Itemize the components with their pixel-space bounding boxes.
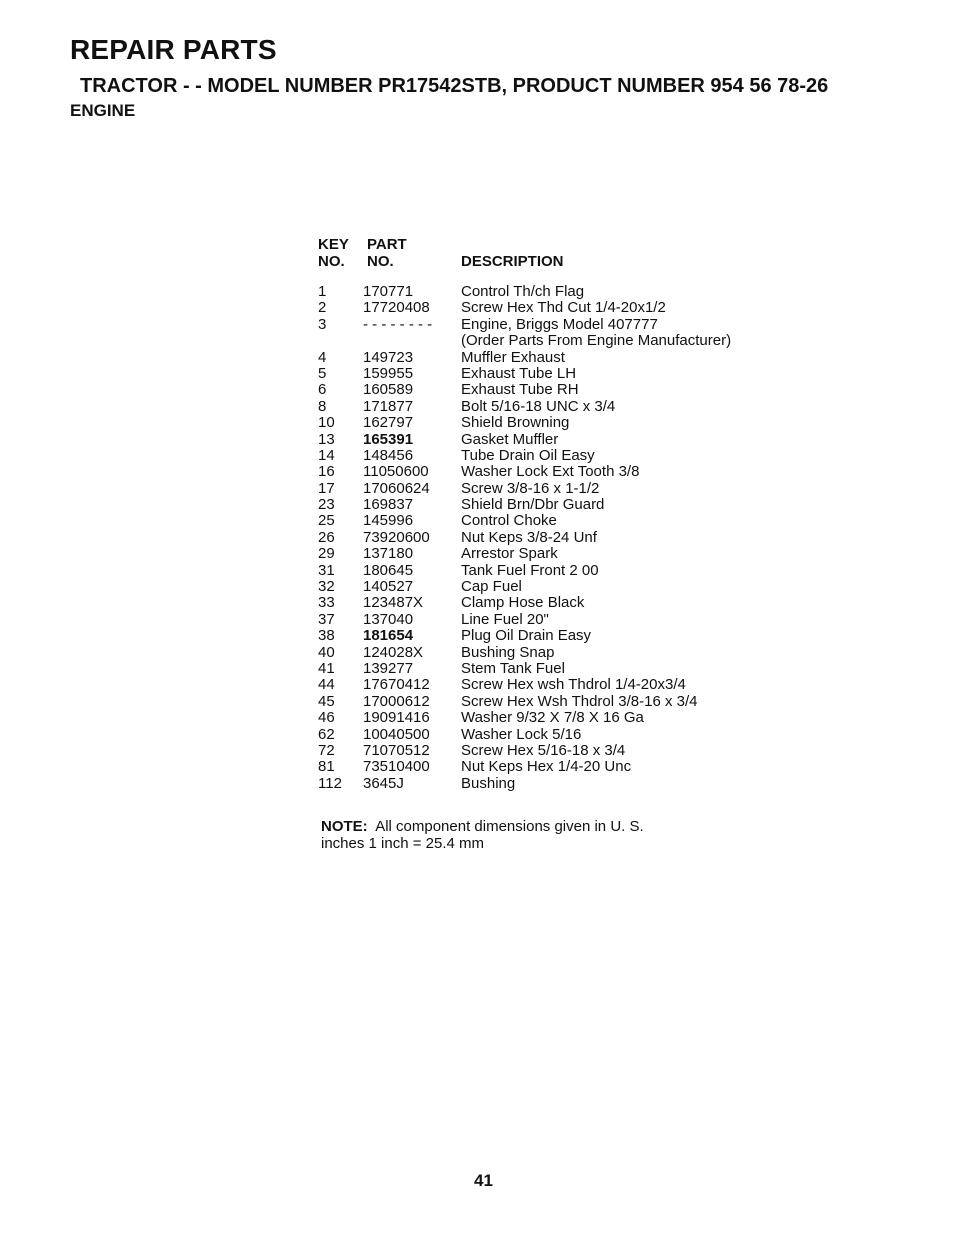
part-cell: 124028X bbox=[363, 643, 424, 661]
description-cell: Gasket Muffler bbox=[461, 430, 559, 448]
page-title: REPAIR PARTS bbox=[70, 34, 277, 65]
key-cell: 13 bbox=[318, 430, 335, 448]
key-cell: 29 bbox=[318, 545, 335, 563]
part-cell: 19091416 bbox=[363, 709, 430, 727]
key-cell: 25 bbox=[318, 512, 335, 530]
description-cell: Plug Oil Drain Easy bbox=[461, 627, 592, 645]
part-cell: 73920600 bbox=[363, 528, 430, 546]
description-cell: Bushing bbox=[461, 774, 516, 792]
header-key: KEY bbox=[318, 236, 349, 253]
description-cell: (Order Parts From Engine Manufacturer) bbox=[461, 332, 732, 350]
key-cell: 3 bbox=[318, 315, 327, 333]
part-cell: 162797 bbox=[363, 414, 414, 432]
header-description: DESCRIPTION bbox=[461, 253, 564, 270]
section-title: ENGINE bbox=[70, 101, 136, 120]
part-cell: 180645 bbox=[363, 561, 414, 579]
description-cell: Nut Keps 3/8-24 Unf bbox=[461, 528, 597, 546]
key-cell: 46 bbox=[318, 709, 335, 727]
model-subtitle: TRACTOR - - MODEL NUMBER PR17542STB, PRODUCT NUMBER 954 56 78-26 bbox=[80, 75, 829, 97]
part-cell: 181654 bbox=[363, 627, 414, 645]
part-cell: 17670412 bbox=[363, 676, 430, 694]
key-cell: 32 bbox=[318, 578, 335, 596]
key-cell: 72 bbox=[318, 741, 335, 759]
description-cell: Line Fuel 20" bbox=[461, 610, 549, 628]
description-cell: Nut Keps Hex 1/4-20 Unc bbox=[461, 758, 632, 776]
header-part-no: NO. bbox=[367, 253, 394, 270]
part-cell: 145996 bbox=[363, 512, 414, 530]
part-cell: 169837 bbox=[363, 496, 414, 514]
key-cell: 40 bbox=[318, 643, 335, 661]
part-cell: 17720408 bbox=[363, 299, 430, 317]
description-cell: Exhaust Tube RH bbox=[461, 381, 579, 399]
key-cell: 8 bbox=[318, 397, 327, 415]
part-cell: - - - - - - - - bbox=[363, 315, 433, 333]
description-cell: Shield Brn/Dbr Guard bbox=[461, 496, 605, 514]
key-cell: 62 bbox=[318, 725, 335, 743]
page-number: 41 bbox=[474, 1171, 493, 1190]
description-cell: Control Choke bbox=[461, 512, 557, 530]
header-part: PART bbox=[367, 236, 407, 253]
description-cell: Washer 9/32 X 7/8 X 16 Ga bbox=[461, 709, 644, 727]
part-cell: 137040 bbox=[363, 610, 414, 628]
description-cell: Engine, Briggs Model 407777 bbox=[461, 315, 658, 333]
description-cell: Tube Drain Oil Easy bbox=[461, 446, 595, 464]
part-cell: 139277 bbox=[363, 659, 414, 677]
note-line2: inches 1 inch = 25.4 mm bbox=[321, 835, 485, 852]
part-cell: 148456 bbox=[363, 446, 414, 464]
key-cell: 4 bbox=[318, 348, 327, 366]
description-cell: Cap Fuel bbox=[461, 578, 522, 596]
key-cell: 1 bbox=[318, 283, 327, 300]
key-cell: 31 bbox=[318, 561, 335, 579]
key-cell: 26 bbox=[318, 528, 335, 546]
description-cell: Screw Hex Thd Cut 1/4-20x1/2 bbox=[461, 299, 666, 317]
description-cell: Screw Hex 5/16-18 x 3/4 bbox=[461, 741, 626, 759]
key-cell: 2 bbox=[318, 299, 327, 317]
description-cell: Washer Lock 5/16 bbox=[461, 725, 582, 743]
part-cell: 140527 bbox=[363, 578, 414, 596]
key-cell: 38 bbox=[318, 627, 335, 645]
note-label: NOTE: bbox=[321, 818, 368, 835]
description-cell: Bushing Snap bbox=[461, 643, 555, 661]
description-cell: Stem Tank Fuel bbox=[461, 659, 565, 677]
part-cell: 11050600 bbox=[363, 463, 429, 481]
description-cell: Screw Hex wsh Thdrol 1/4-20x3/4 bbox=[461, 676, 686, 694]
description-cell: Clamp Hose Black bbox=[461, 594, 585, 612]
note-line1: All component dimensions given in U. S. bbox=[375, 818, 644, 835]
description-cell: Washer Lock Ext Tooth 3/8 bbox=[461, 463, 640, 481]
part-cell: 3645J bbox=[363, 774, 404, 792]
key-cell: 14 bbox=[318, 446, 335, 464]
description-cell: Exhaust Tube LH bbox=[461, 364, 577, 382]
key-cell: 23 bbox=[318, 496, 335, 514]
key-cell: 16 bbox=[318, 463, 335, 481]
key-cell: 112 bbox=[318, 774, 342, 792]
header-key-no: NO. bbox=[318, 253, 345, 270]
key-cell: 81 bbox=[318, 758, 335, 776]
key-cell: 10 bbox=[318, 414, 335, 432]
part-cell: 171877 bbox=[363, 397, 414, 415]
key-cell: 44 bbox=[318, 676, 335, 694]
key-cell: 37 bbox=[318, 610, 335, 628]
part-cell: 17060624 bbox=[363, 479, 430, 497]
description-cell: Tank Fuel Front 2 00 bbox=[461, 561, 599, 579]
part-cell: 159955 bbox=[363, 364, 414, 382]
description-cell: Bolt 5/16-18 UNC x 3/4 bbox=[461, 397, 616, 415]
description-cell: Screw 3/8-16 x 1-1/2 bbox=[461, 479, 600, 497]
part-cell: 71070512 bbox=[363, 741, 430, 759]
description-cell: Muffler Exhaust bbox=[461, 348, 565, 366]
description-cell: Screw Hex Wsh Thdrol 3/8-16 x 3/4 bbox=[461, 692, 698, 710]
part-cell: 165391 bbox=[363, 430, 414, 448]
description-cell: Shield Browning bbox=[461, 414, 570, 432]
part-cell: 160589 bbox=[363, 381, 414, 399]
note bbox=[321, 818, 644, 852]
key-cell: 5 bbox=[318, 364, 327, 382]
key-cell: 41 bbox=[318, 659, 335, 677]
part-cell: 73510400 bbox=[363, 758, 430, 776]
part-cell: 149723 bbox=[363, 348, 414, 366]
key-cell: 17 bbox=[318, 479, 335, 497]
part-cell: 10040500 bbox=[363, 725, 430, 743]
part-cell: 137180 bbox=[363, 545, 414, 563]
description-cell: Control Th/ch Flag bbox=[461, 283, 585, 300]
part-cell: 123487X bbox=[363, 594, 424, 612]
key-cell: 45 bbox=[318, 692, 335, 710]
part-cell: 170771 bbox=[363, 283, 414, 300]
part-cell: 17000612 bbox=[363, 692, 430, 710]
key-cell: 33 bbox=[318, 594, 335, 612]
description-cell: Arrestor Spark bbox=[461, 545, 558, 563]
key-cell: 6 bbox=[318, 381, 327, 399]
